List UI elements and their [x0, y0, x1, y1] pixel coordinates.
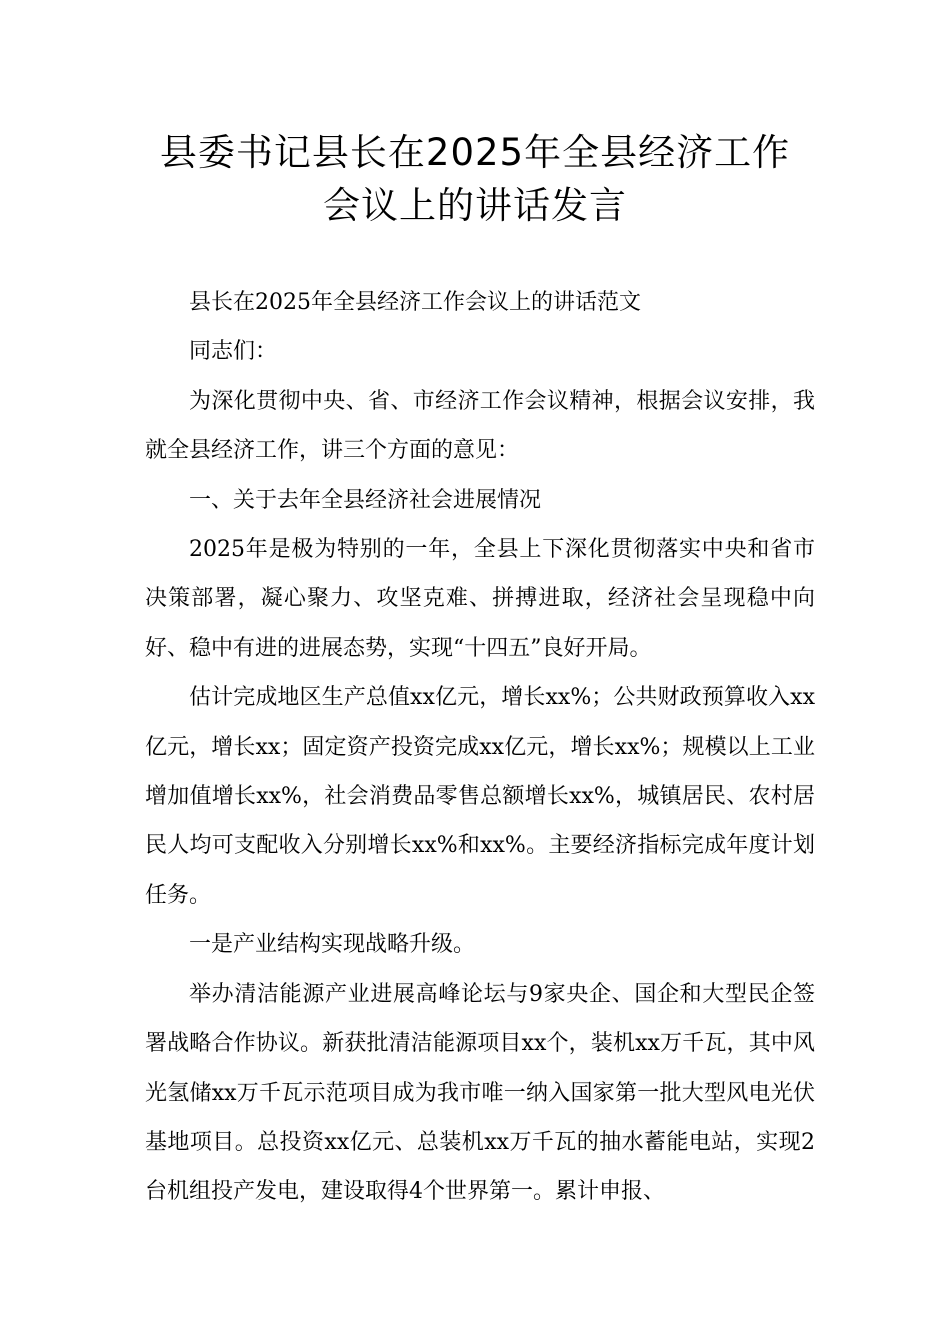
paragraph-intro: 为深化贯彻中央、省、市经济工作会议精神，根据会议安排，我就全县经济工作，讲三个方面的意见： [145, 388, 815, 464]
document-title-line-2: 会议上的讲话发言 [323, 184, 627, 227]
subheading-industry-structure: 一是产业结构实现战略升级。 [189, 932, 476, 958]
paragraph-indicators: 估计完成地区生产总值xx亿元，增长xx%；公共财政预算收入xx亿元，增长xx；固定资产投资完成xx亿元，增长xx%；规模以上工业增加值增长xx%，社会消费品零售总额增长xx%，城镇居民、农村居民人均可支配收入分别增长xx%和xx%。主要经济指标完成年度计划任务。 [145, 685, 815, 908]
document-body [145, 278, 815, 1217]
section-heading-1: 一、关于去年全县经济社会进展情况 [189, 487, 542, 513]
paragraph-overview: 2025年是极为特别的一年，全县上下深化贯彻落实中央和省市决策部署，凝心聚力、攻坚克难、拼搏进取，经济社会呈现稳中向好、稳中有进的进展态势，实现“十四五”良好开局。 [145, 537, 815, 661]
document-title-line-1: 县委书记县长在2025年全县经济工作 [159, 131, 791, 174]
paragraph-subtitle: 县长在2025年全县经济工作会议上的讲话范文 [189, 290, 641, 315]
paragraph-clean-energy: 举办清洁能源产业进展高峰论坛与9家央企、国企和大型民企签署战略合作协议。新获批清洁能源项目xx个，装机xx万千瓦，其中风光氢储xx万千瓦示范项目成为我市唯一纳入国家第一批大型风电光伏基地项目。总投资xx亿元、总装机xx万千瓦的抽水蓄能电站，实现2台机组投产发电，建设取得4个世界第一。累计申报、 [145, 981, 815, 1205]
paragraph-salutation: 同志们： [189, 339, 278, 365]
